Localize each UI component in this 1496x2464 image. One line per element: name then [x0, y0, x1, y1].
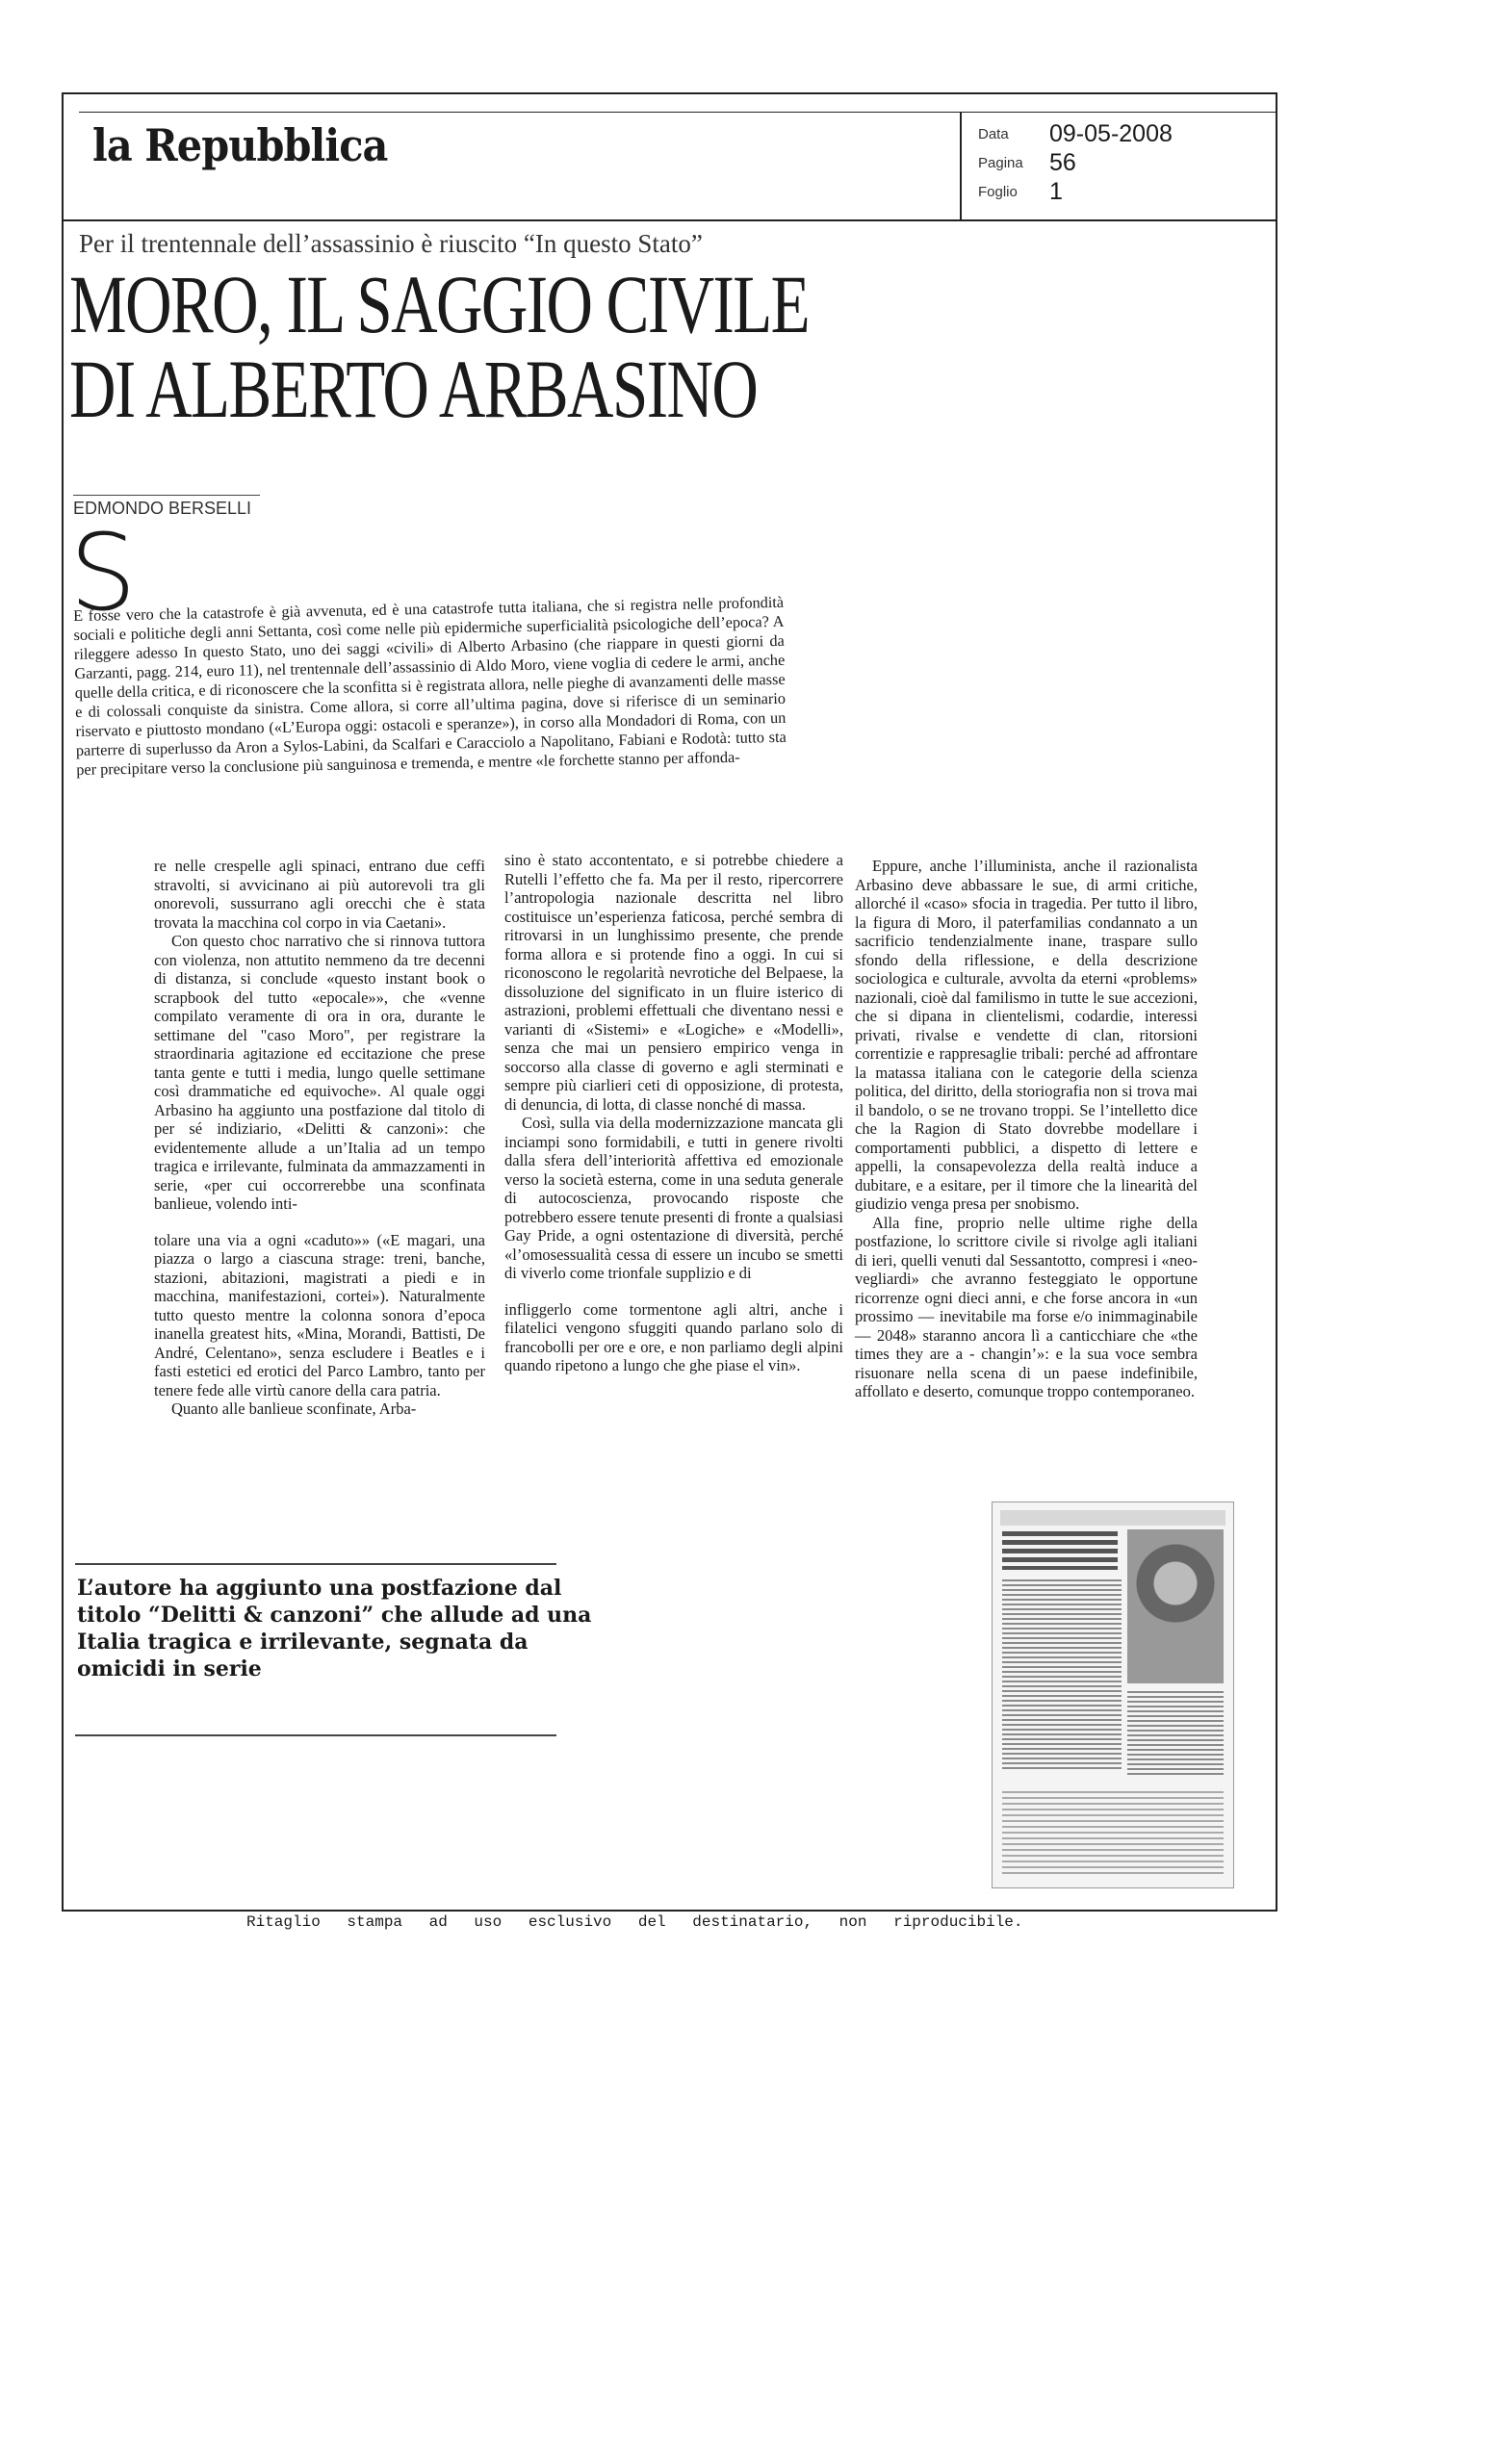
headline-line-2: DI ALBERTO ARBASINO: [69, 343, 758, 435]
clipping-meta: [978, 119, 1173, 206]
masthead-logo: la Repubblica: [92, 119, 388, 171]
article-column-3: [855, 857, 1198, 1401]
column-1-paragraph: Con questo choc narrativo che si rinnova tuttora con violenza, non attutito nemmeno da tre decenni di distanza, si conclude «questo instant book o scrapbook del tutto «epocale»», che «venne compilato veramente di ora in ora, durante le settimane del "caso Moro", per registrare la straordinaria agitazione ed eccitazione che prese tanta gente e tutti i media, lungo quelle settimane così drammatiche ed equivoche». Al quale oggi Arbasino ha aggiunto una postfazione dal titolo di per sé indiziario, «Delitti & canzoni»: che evidentemente allude a un’Italia ad un tempo tragica e irrilevante, fulminata da ammazzamenti in serie, «per cui occorrerebbe una sconfinata banlieue, volendo inti-: [154, 932, 485, 1213]
meta-sheet-label: Foglio: [978, 183, 1018, 200]
pullquote: L’autore ha aggiunto una postfazione dal titolo “Delitti & canzoni” che allude ad una Italia tragica e irrilevante, segnata da omicidi in serie: [77, 1576, 592, 1681]
meta-page-value: 56: [1049, 148, 1076, 176]
column-2-paragraph: sino è stato accontentato, e si potrebbe chiedere a Rutelli l’effetto che fa. Ma per il resto, ripercorrere l’antropologia nazionale descritta nel libro costituisce un’esperienza faticosa, perché sembra di ritrovarsi in un lunghissimo presente, che prende forma allora e si protende fino a oggi. In cui si riconoscono le regolarità nevrotiche del Belpaese, la dissoluzione del significato in un fluire isterico di astrazioni, problemi effettuali che diventano nessi e varianti di «Sistemi» e «Logiche» e «Modelli», senza che mai un pensiero empirico venga in soccorso alla classe di governo e agli sterminati e sempre più ciarlieri ceti di opposizione, di protesta, di denuncia, di lotta, di classe nonché di massa.: [504, 851, 843, 1114]
article-lead: E fosse vero che la catastrofe è già avvenuta, ed è una catastrofe tutta italiana, che si registra nelle profondità sociali e politiche degli anni Settanta, così come nelle più epidermiche superficialità psicologiche dell’epoca? A rileggere adesso In questo Stato, uno dei saggi «civili» di Alberto Arbasino (che riappare in questi giorni da Garzanti, pagg. 214, euro 11), nel trentennale dell’assassinio di Aldo Moro, viene voglia di cedere le armi, anche quelle della critica, e di riconoscere che la sconfitta si è registrata allora, nelle pieghe di avanzamenti delle masse e di colossali conquiste da sinistra. Come allora, si corre all’ultima pagina, dove si riferisce di un seminario riservato e piuttosto mondano («L’Europa oggi: ostacoli e speranze»), in corso alla Mondadori di Roma, con un parterre di superlusso da Aron a Sylos-Labini, da Scalfari e Caracciolo a Napolitano, Fabiani e Rodotà: tutto sta per precipitare verso la conclusione più sanguinosa e tremenda, e mentre «le forchette stanno per affonda-: [73, 592, 787, 779]
thumbnail-text-block: [1002, 1579, 1122, 1772]
column-2-paragraph: infliggerlo come tormentone agli altri, anche i filatelici vengono sfuggiti quando parlano solo di francobolli per ore e ore, e non parliamo degli alpini quando ripetono a lungo che ghe piase el vin».: [504, 1299, 843, 1374]
footer-notice: Ritaglio stampa ad uso esclusivo del destinatario, non riproducibile.: [246, 1913, 1023, 1931]
meta-date-row: [978, 119, 1173, 148]
column-3-paragraph: Eppure, anche l’illuminista, anche il razionalista Arbasino deve abbassare le sue, di armi critiche, allorché il «caso» sfocia in tragedia. Per tutto il libro, la figura di Moro, il paterfamilias condannato a un sacrificio tendenzialmente inane, traspare sullo sfondo della riflessione, e della descrizione sociologica e culturale, avvolta da eterni «problems» nazionali, cioè dal familismo in tutte le sue accezioni, che si dipana in clientelismi, codardie, interessi privati, rivalse e vendette di clan, ritorsioni correntizie e rappresaglie tribali: perché ad affrontare la matassa italiana con le categorie della scienza politica, del diritto, della storiografia non si trova mai il bandolo, o se ne trovano troppi. Se l’intelletto dice che la Ragion di Stato dovrebbe modellare i comportamenti pubblici, a dispetto di lettere e appelli, la consapevolezza della realtà induce a dubitare, e a esitare, per il timore che la linearità del giudizio venga presa per snobismo.: [855, 857, 1198, 1213]
meta-date-value: 09-05-2008: [1049, 119, 1173, 147]
meta-sheet-row: [978, 177, 1173, 206]
drop-cap: S: [69, 511, 137, 634]
article-headline: [69, 258, 1045, 435]
meta-page-label: Pagina: [978, 154, 1023, 171]
thumbnail-photo: [1127, 1529, 1224, 1683]
column-3-paragraph: Alla fine, proprio nelle ultime righe della postfazione, lo scrittore civile si rivolge agli italiani di ieri, quelli venuti dal Sessantotto, compresi i «neo-vegliardi» che avranno festeggiato le opportune ricorrenze ogni dieci anni, e che forse ancora in «un prossimo — inevitabile ma forse e/o inimmaginabile — 2048» staranno ancora lì a canticchiare che «the times they are a - changin’»: e la sua voce sembra risuonare nella scena di un paese indefinibile, affollato e deserto, comunque troppo contemporaneo.: [855, 1213, 1198, 1400]
thumbnail-footer: [1002, 1791, 1224, 1878]
thumbnail-text-block: [1127, 1691, 1224, 1778]
byline-rule: [73, 495, 260, 496]
article-byline: EDMONDO BERSELLI: [73, 499, 252, 518]
column-1-paragraph: Quanto alle banlieue sconfinate, Arba-: [171, 1399, 417, 1418]
column-1-paragraph: tolare una via a ogni «caduto»» («E magari, una piazza o largo a ciascuna strage: treni, banche, stazioni, abitazioni, magistrati a piedi e in macchina, manifestazioni, cortei»). Naturalmente tutto questo mentre la colonna sonora d’epoca inanella greatest hits, «Mina, Morandi, Battisti, De André, Celentano», senza escludere i Beatles e i fasti estetici ed erotici del Parco Lambro, tanto per tenere fede alle virtù canore della cara patria.: [154, 1230, 485, 1399]
meta-date-label: Data: [978, 125, 1009, 142]
column-1-paragraph: re nelle crespelle agli spinaci, entrano due ceffi stravolti, si avvicinano ai più autorevoli tra gli onorevoli, sussurrano agli orecchi che è stata trovata la macchina col corpo in via Caetani».: [154, 857, 485, 932]
pullquote-top-rule: [75, 1563, 556, 1565]
header-rule: [79, 112, 1277, 113]
header-divider: [960, 112, 962, 221]
column-2-paragraph: Così, sulla via della modernizzazione mancata gli inciampi sono formidabili, e tutti in genere rivolti dalla sfera dell’interiorità affettiva ed emozionale verso la società esterna, come in una seduta generale di autocoscienza, provocando risposte che potrebbero essere tenute presenti di fronte a qualsiasi Gay Pride, a ogni ostentazione di diversità, perché «l’omosessualità cessa di essere un incubo se smetti di viverlo come trionfale supplizio e di: [504, 1114, 843, 1282]
article-column-2: [504, 851, 843, 1375]
pullquote-bottom-rule: [75, 1734, 556, 1736]
meta-page-row: [978, 148, 1173, 177]
page-thumbnail-image: [992, 1502, 1234, 1888]
thumbnail-title: [1002, 1531, 1118, 1570]
article-column-1: [154, 857, 485, 1419]
meta-sheet-value: 1: [1049, 177, 1063, 205]
article-kicker: Per il trentennale dell’assassinio è riuscito “In questo Stato”: [79, 229, 703, 258]
thumbnail-header: [1000, 1510, 1225, 1526]
headline-line-1: MORO, IL SAGGIO CIVILE: [69, 258, 810, 350]
